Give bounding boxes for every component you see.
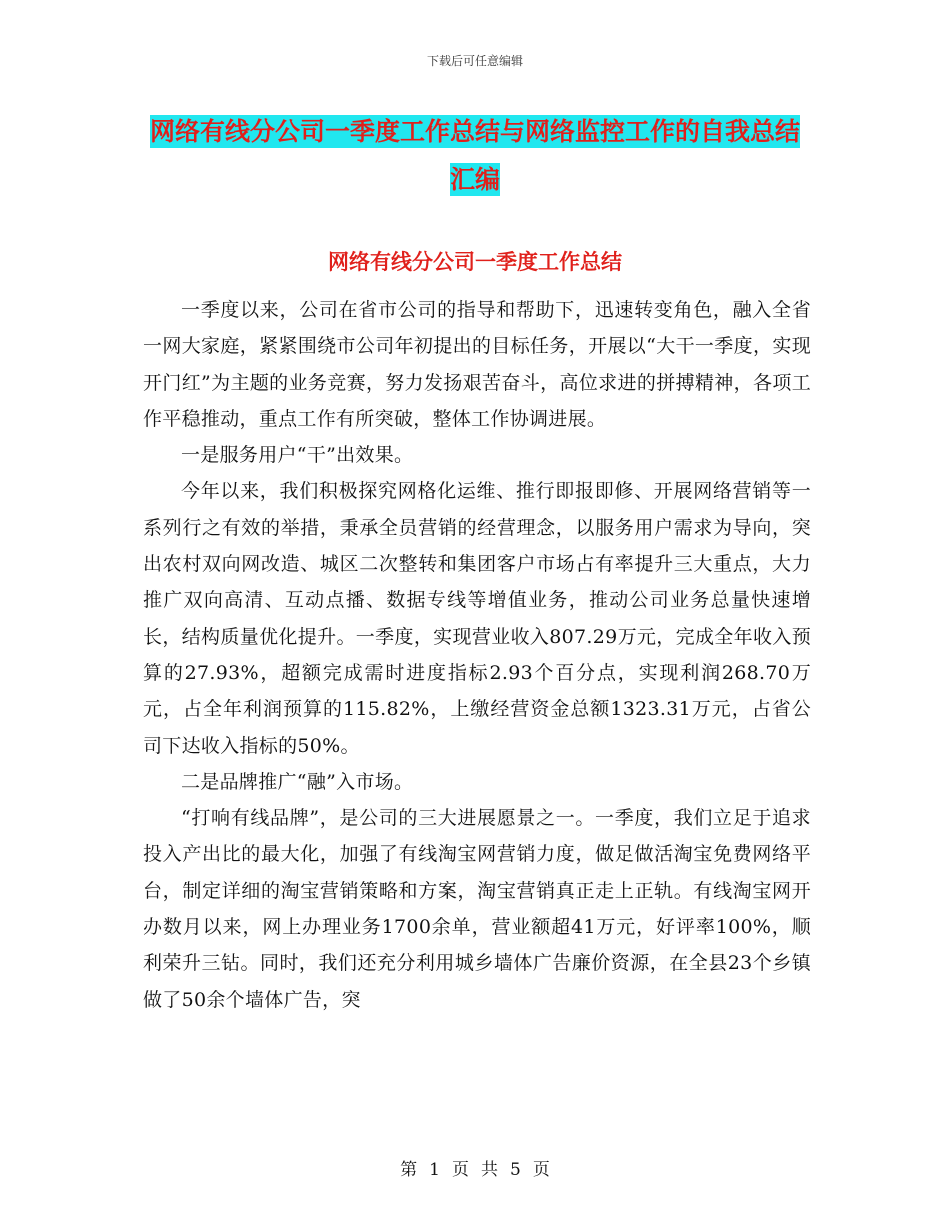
paragraph: 二是品牌推广“融”入市场。 xyxy=(181,770,414,793)
footer-suffix: 页 xyxy=(532,1160,550,1180)
footer-page-word: 页 xyxy=(452,1160,469,1180)
document-title xyxy=(150,108,800,204)
footer-prefix: 第 xyxy=(400,1160,418,1180)
document-body xyxy=(143,292,811,1018)
paragraph: 一季度以来，公司在省市公司的指导和帮助下，迅速转变角色，融入全省一网大家庭，紧紧围绕市公司年初提出的目标任务，开展以“大干一季度，实现开门红”为主题的业务竞赛，努力发扬艰苦奋斗，高位求进的拼搏精神，各项工作平稳推动，重点工作有所突破，整体工作协调进展。 xyxy=(143,299,811,430)
page-footer xyxy=(0,1155,950,1180)
footer-total-prefix: 共 xyxy=(481,1160,498,1180)
current-page-number: 1 xyxy=(429,1160,440,1180)
section-title: 网络有线分公司一季度工作总结 xyxy=(328,249,622,274)
paragraph: “打响有线品牌”，是公司的三大进展愿景之一。一季度，我们立足于追求投入产出比的最大化，加强了有线淘宝网营销力度，做足做活淘宝免费网络平台，制定详细的淘宝营销策略和方案，淘宝营销真正走上正轨。有线淘宝网开办数月以来，网上办理业务1700余单，营业额超41万元，好评率100%，顺利荣升三钻。同时，我们还充分利用城乡墙体广告廉价资源，在全县23个乡镇做了50余个墙体广告，突 xyxy=(143,807,811,1011)
paragraph: 今年以来，我们积极探究网格化运维、推行即报即修、开展网络营销等一系列行之有效的举措，秉承全员营销的经营理念，以服务用户需求为导向，突出农村双向网改造、城区二次整转和集团客户市场占有率提升三大重点，大力推广双向高清、互动点播、数据专线等增值业务，推动公司业务总量快速增长，结构质量优化提升。一季度，实现营业收入807.29万元，完成全年收入预算的27.93%，超额完成需时进度指标2.93个百分点，实现利润268.70万元，占全年利润预算的115.82%，上缴经营资金总额1323.31万元，占省公司下达收入指标的50%。 xyxy=(143,480,811,757)
header-note: 下载后可任意编辑 xyxy=(426,54,523,68)
total-pages: 5 xyxy=(510,1160,521,1180)
paragraph: 一是服务用户“干”出效果。 xyxy=(181,444,414,467)
document-title-text: 网络有线分公司一季度工作总结与网络监控工作的自我总结汇编 xyxy=(150,117,801,194)
